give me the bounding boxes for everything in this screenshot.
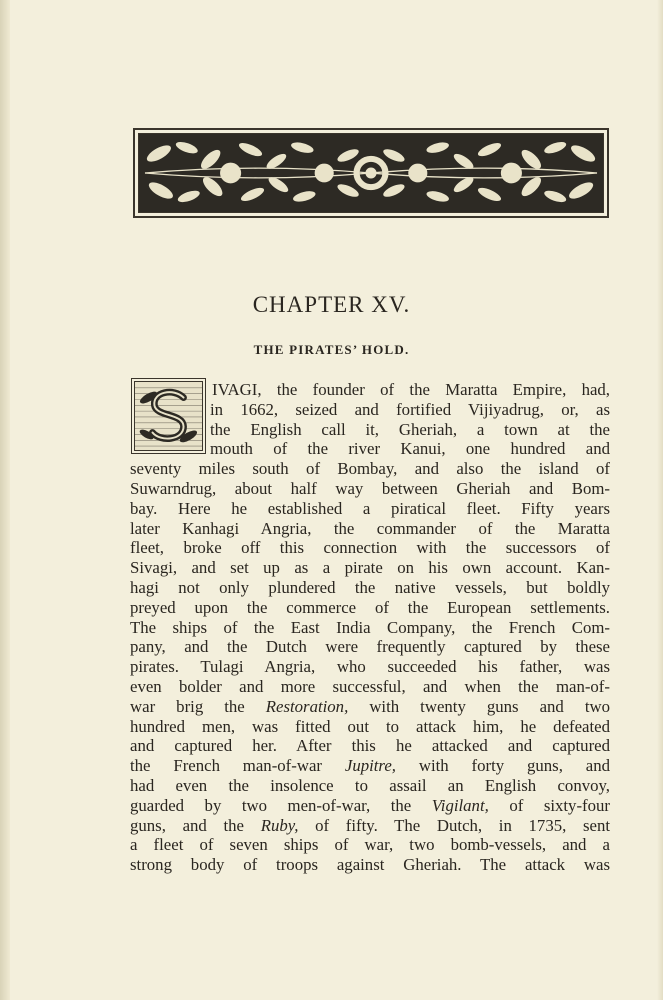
text-line: Sivagi, and set up as a pirate on his own account. Kan- bbox=[130, 558, 610, 578]
text-line: later Kanhagi Angria, the commander of the Maratta bbox=[130, 518, 610, 538]
decorative-headpiece bbox=[133, 128, 609, 218]
body-text bbox=[130, 380, 610, 875]
ship-name: Jupitre, bbox=[344, 756, 396, 776]
text-segment: of fifty. The Dutch, in 1735, sent bbox=[315, 815, 611, 835]
text-line: preyed upon the commerce of the European settlements. bbox=[130, 597, 610, 617]
page-edge-right bbox=[657, 0, 663, 1000]
text-line: the English call it, Gheriah, a town at the bbox=[210, 419, 610, 439]
text-line: bay. Here he established a piratical fleet. Fifty years bbox=[130, 498, 610, 518]
ship-name: Vigilant, bbox=[431, 795, 489, 815]
text-segment: of sixty-four bbox=[509, 795, 610, 815]
text-line: IVAGI, the founder of the Maratta Empire, had, bbox=[212, 380, 610, 399]
text-line: Suwarndrug, about half way between Gheriah and Bom- bbox=[130, 478, 610, 498]
text-line: and captured her. After this he attacked and captured bbox=[130, 736, 610, 756]
text-segment: guarded by two men-of-war, the bbox=[130, 795, 412, 815]
leaf-ornament-icon bbox=[139, 134, 603, 212]
chapter-subtitle: THE PIRATES’ HOLD. bbox=[253, 342, 410, 357]
text-segment: guns, and the bbox=[130, 815, 244, 835]
text-line: pany, and the Dutch were frequently captured by these bbox=[130, 637, 610, 657]
chapter-title: CHAPTER XV. bbox=[252, 292, 411, 317]
headpiece-ornament bbox=[138, 133, 604, 213]
text-line: pirates. Tulagi Angria, who succeeded his father, was bbox=[130, 657, 610, 677]
text-line: had even the insolence to assail an English convoy, bbox=[130, 775, 610, 795]
ship-name: Restoration, bbox=[265, 696, 349, 716]
text-segment: with twenty guns and two bbox=[369, 696, 610, 716]
text-segment: war brig the bbox=[130, 696, 245, 716]
ship-name: Ruby, bbox=[260, 815, 299, 835]
text-line: in 1662, seized and fortified Vijiyadrug, or, as bbox=[210, 399, 610, 419]
text-line: The ships of the East India Company, the French Com- bbox=[130, 617, 610, 637]
text-line: even bolder and more successful, and when the man-of- bbox=[130, 676, 610, 696]
text-line: hundred men, was fitted out to attack him, he defeated bbox=[130, 716, 610, 736]
text-line: strong body of troops against Gheriah. The attack was bbox=[130, 855, 610, 875]
text-line bbox=[130, 756, 610, 776]
text-line: mouth of the river Kanui, one hundred and bbox=[210, 439, 610, 459]
text-segment: with forty guns, and bbox=[418, 756, 610, 776]
text-line: fleet, broke off this connection with the successors of bbox=[130, 538, 610, 558]
text-line: seventy miles south of Bombay, and also the island of bbox=[130, 459, 610, 479]
text-line bbox=[130, 816, 610, 836]
text-line: a fleet of seven ships of war, two bomb-vessels, and a bbox=[130, 835, 610, 855]
text-line bbox=[130, 796, 610, 816]
text-segment: the French man-of-war bbox=[130, 756, 323, 776]
page-edge-left bbox=[0, 0, 10, 1000]
text-line bbox=[130, 697, 610, 717]
text-line: hagi not only plundered the native vessels, but boldly bbox=[130, 577, 610, 597]
